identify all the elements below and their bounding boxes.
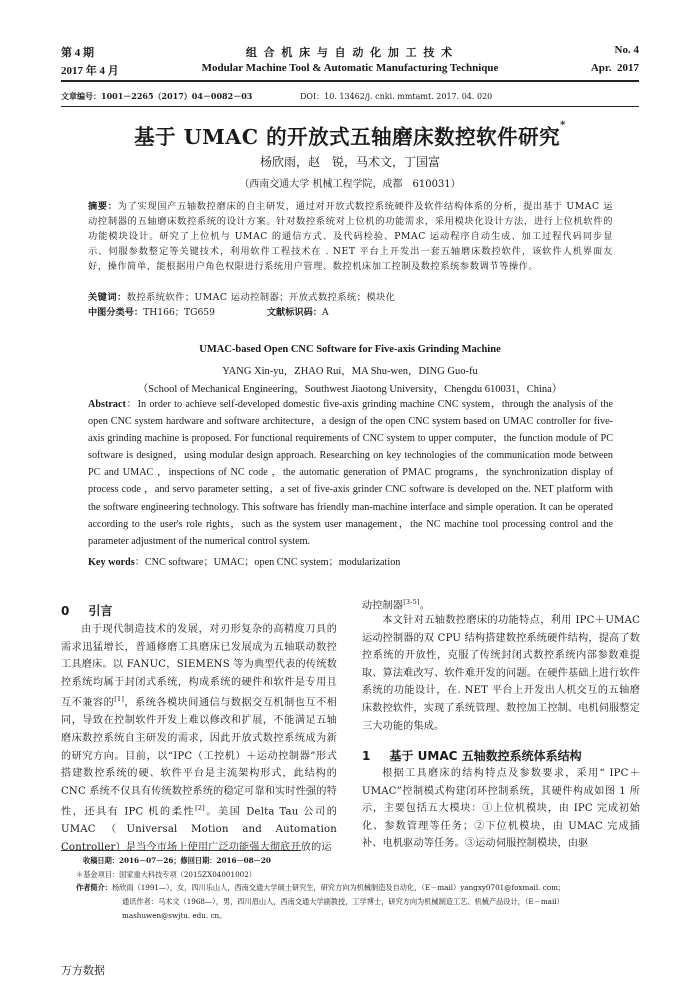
- citation-3: [3-5]: [403, 598, 420, 606]
- header-journal-cn: 组 合 机 床 与 自 动 化 加 工 技 术: [245, 47, 455, 59]
- abstract-en: [88, 396, 613, 550]
- abstract-en-label: Abstract: [88, 399, 126, 410]
- citation-1: [1]: [114, 695, 125, 704]
- affiliation: （西南交通大学 机械工程学院，成都 610031）: [239, 179, 461, 190]
- section-0-paragraph-2: 本文针对五轴数控磨床的功能特点，利用 IPC＋UMAC 运动控制器的双 CPU 结构搭建数控系统硬件结构，提高了数控系统的开放性，克服了传统封闭式数控系统内部参数难提取、算法难改写、软件难开发的问题。在硬件基础上进行软件系统的功能设计，在. NET 平台上开发出人机交互的五轴磨床数控软件，实现了系统管理、数控加工控制、电机伺服整定三大功能的集成。: [362, 615, 640, 732]
- doc-code-label: 文献标识码：: [266, 307, 322, 318]
- keywords-en-text: ：CNC software；UMAC；open CNC system；modularization: [134, 557, 401, 568]
- abstract-cn-label: 摘要：: [88, 201, 118, 212]
- header-date-cn: 2017 年 4 月: [61, 65, 119, 77]
- keywords-cn: [88, 289, 613, 303]
- article-number-text: 文章编号：1001－2265（2017）04－0082－03: [61, 91, 253, 101]
- clc-text: TH166；TG659: [143, 307, 215, 318]
- para-text-c: 。美国 Delta Tau 公司的 UMAC（Universal Motion and Automation Controller）是当今市场上使用广泛功能强大彻底开放的运: [61, 806, 337, 853]
- english-affiliation: （School of Mechanical Engineering，Southwest Jiaotong University，Chengdu 610031，China）: [137, 384, 563, 395]
- watermark-wanfang: 万方数据: [61, 964, 105, 977]
- paper-title: [0, 120, 700, 150]
- keywords-en: [88, 553, 613, 568]
- section-1-paragraph-1: 根据工具磨床的结构特点及参数要求，采用“ IPC＋UMAC”控制模式构建闭环控制系统，其硬件构成如图 1 所示，主要包括五大模块：①上位机模块，由 IPC 完成初始化、参数管理等任务；②下位机模块，由 UMAC 完成插补、电机驱动等任务。③运动伺服控制模块，由驱: [362, 768, 640, 850]
- footnote-received: 收稿日期：2016－07－26；修回日期：2016－08－20: [83, 856, 271, 865]
- section-1-title: 基于 UMAC 五轴数控系统体系结构: [389, 749, 582, 763]
- clc-label: 中图分类号：: [88, 307, 144, 318]
- para-text-d: 动控制器: [362, 600, 404, 612]
- footnote-author-1: [61, 882, 654, 895]
- citation-2: [2]: [195, 804, 205, 813]
- doc-code: A: [321, 307, 329, 318]
- footnote-rule: [61, 850, 301, 851]
- section-0-paragraph-1: [61, 621, 337, 856]
- para-text-a: 由于现代制造技术的发展，对刃形复杂的高精度刀具的需求迅猛增长，普通修磨工具磨床已发展成为五轴联动数控工具磨床。以 FANUC，SIEMENS 等为典型代表的传统数控系统均属于封闭式系统，构成系统的硬件和软件是专用且互不兼容的: [61, 624, 337, 709]
- english-authors: YANG Xin-yu，ZHAO Rui，MA Shu-wen，DING Guo-fu: [222, 366, 478, 377]
- abstract-en-text: ：In order to achieve self-developed domestic five-axis grinding machine CNC system，through the analysis of the open CNC system hardware and software architecture，a design of the open CNC system based on UMAC controller for five-axis grinding machine is proposed. For functional requirements of CNC system to upper computer，the function module of PC software is designed，using modular design approach. Researching on key technologies of the communication mode between PC and UMAC ，inspections of NC code ，the automatic generation of PMAC programs，the synchronization display of process code ，and servo parameter setting，a set of five-axis grinder CNC software is developed on the. NET platform with the software engineering technology. This software has friendly man-machine interface and simple operation. It can be operated according to the user's role rights，such as the system user management，the NC machine tool processing control and the parameter adjustment of the numerical control system.: [88, 399, 613, 547]
- header-rule-thick: [61, 80, 639, 82]
- section-1-heading: [362, 745, 582, 764]
- footnote-author-label: 作者简介：: [76, 883, 112, 892]
- title-footnote-mark: *: [560, 120, 566, 131]
- abstract-cn-text: 为了实现国产五轴数控磨床的自主研发，通过对开放式数控系统硬件及软件结构体系的分析，提出基于 UMAC 运动控制器的五轴磨床数控系统的设计方案。针对数控系统对上位机的功能需求，采用模块化设计方法，进行上位机软件的功能模块设计。研究了上位机与 UMAC 的通信方式、及代码检验、PMAC 运动程序自动生成、加工过程代码同步显示、伺服参数整定等关键技术，利用软件工程技术在 . NET 平台上开发出一套五轴磨床数控软件，该软件人机界面友好，操作简单，能根据用户角色权限进行系统用户管理、数控机床加工控制及数控系统参数调节等操作。: [88, 201, 613, 272]
- section-0-heading: [61, 600, 112, 619]
- para-text-b: ，系统各模块间通信与数据交互机制也互不相同，导致在控制软件开发上难以修改和扩展，不能满足五轴磨床数控系统自主研发的需求，因此开放式数控系统成为新的研究方向。目前，以“IPC（工控机）＋运动控制器”形式搭建数控系统的硬、软件平台是主流架构形式，此结构的 CNC 系统不仅具有传统数控系统的稳定可靠和实时性强的特性，还具有 IPC 机的柔性: [61, 697, 338, 818]
- footnote-fund: ＊基金项目：国家重大科技专项（2015ZX04001002）: [76, 870, 256, 879]
- footnote-author-2: 通讯作者：马术文（1968—），男，四川眉山人，西南交通大学副教授，工学博士，研究方向为机械制造工艺、机械产品设计，（E－mail）: [122, 897, 564, 906]
- authors: 杨欣雨，赵 锐，马术文，丁国富: [259, 155, 440, 169]
- abstract-cn: [88, 199, 613, 274]
- keywords-en-label: Key words: [88, 557, 135, 568]
- classification: [88, 304, 613, 318]
- header-journal-en: Modular Machine Tool & Automatic Manufacturing Technique: [201, 62, 499, 74]
- header-issue-en: No. 4: [614, 44, 639, 56]
- section-1-number: 1: [362, 749, 371, 763]
- footnote-author-3: mashuwen@swjtu. edu. cn。: [122, 911, 227, 920]
- header-issue-cn: 第 4 期: [61, 47, 94, 59]
- paper-title-text: 基于 UMAC 的开放式五轴磨床数控软件研究: [134, 125, 561, 149]
- keywords-cn-text: 数控系统软件；UMAC 运动控制器；开放式数控系统；模块化: [126, 292, 396, 303]
- english-title: UMAC-based Open CNC Software for Five-axis Grinding Machine: [199, 344, 501, 355]
- section-0-title: 引言: [88, 604, 113, 618]
- para-text-e: 。: [419, 600, 431, 612]
- keywords-cn-label: 关键词：: [88, 292, 127, 303]
- footnote-author-1-text: 杨欣雨（1991—），女，四川乐山人，西南交通大学硕士研究生，研究方向为机械制造及自动化，（E－mail）yangxy0701@foxmail. com；: [111, 883, 566, 892]
- article-number: [61, 91, 252, 102]
- meta-rule: [61, 106, 639, 107]
- section-0-number: 0: [61, 604, 70, 618]
- header-date-en: Apr. 2017: [590, 62, 639, 74]
- doi: DOI：10. 13462/j. cnki. mmtamt. 2017. 04. 020: [300, 92, 493, 101]
